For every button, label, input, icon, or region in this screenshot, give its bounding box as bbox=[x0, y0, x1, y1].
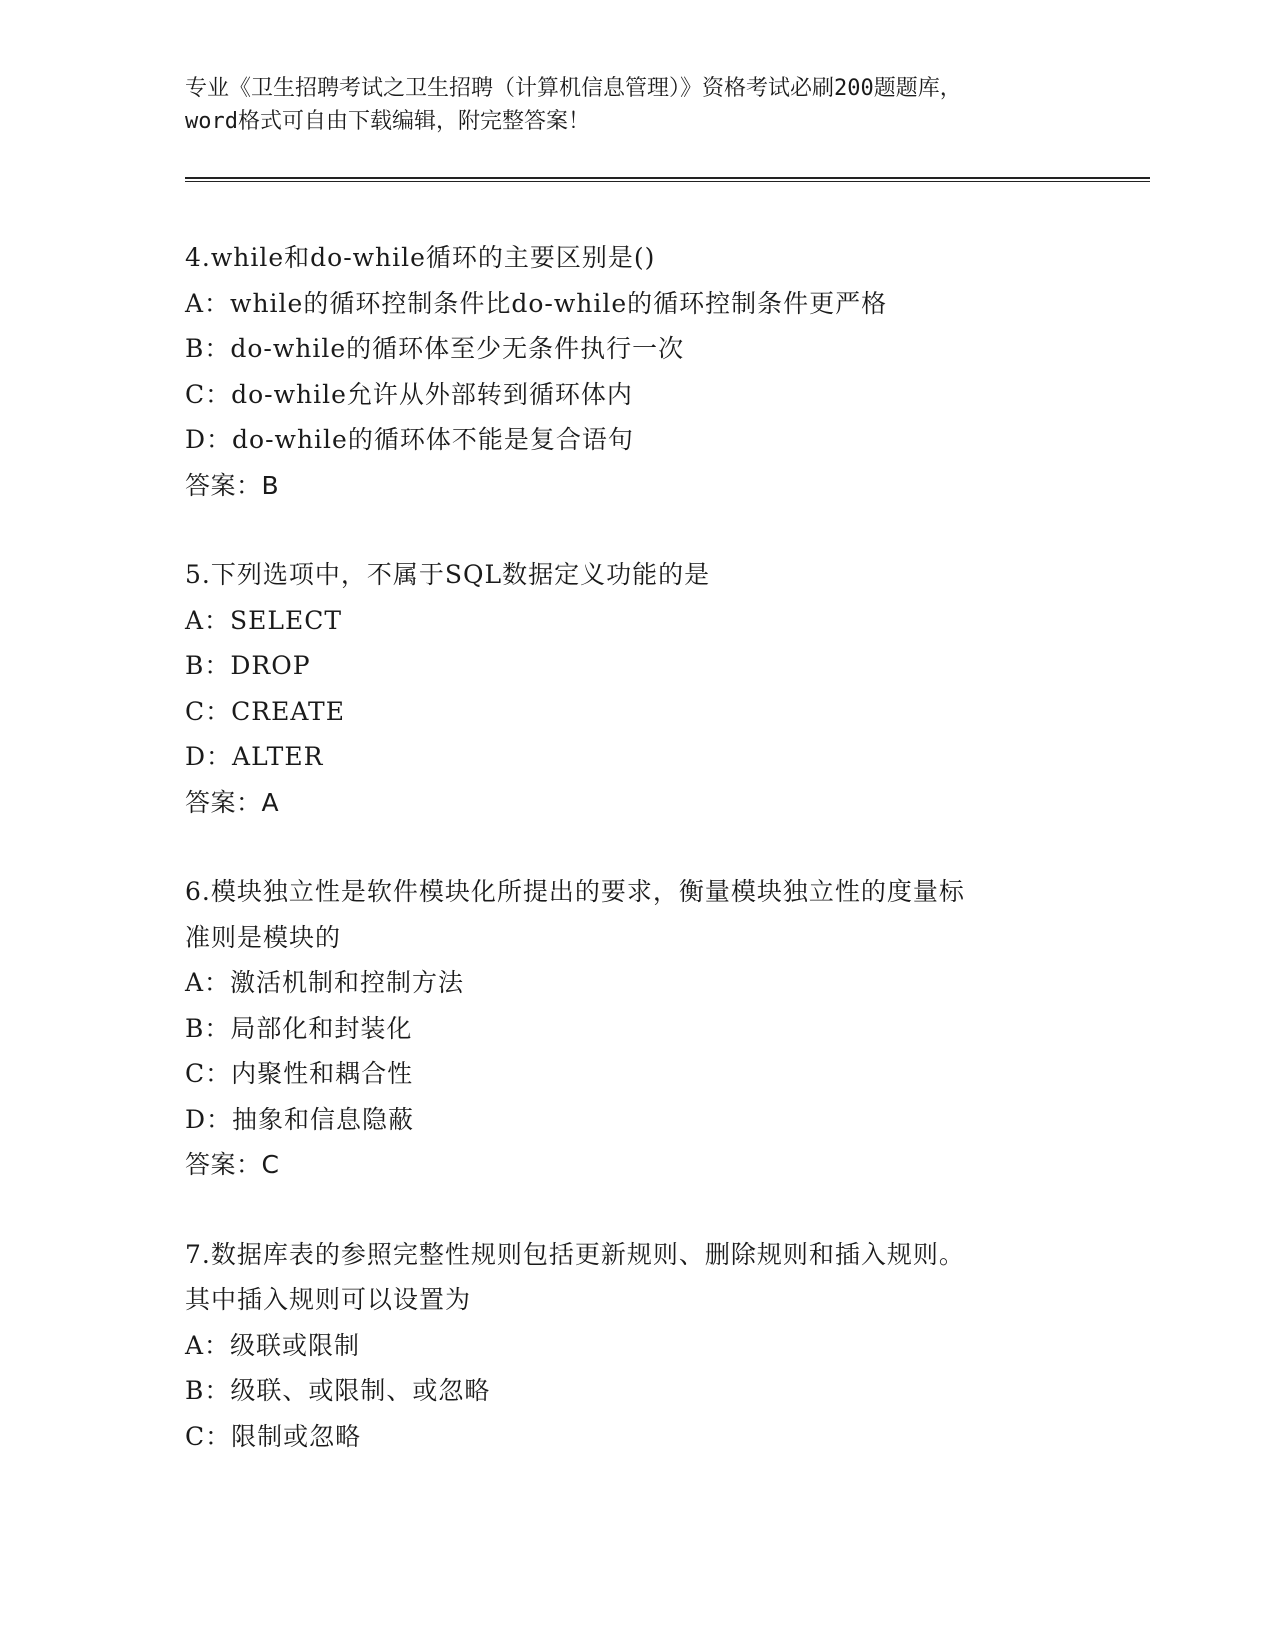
question-stem-continued: 其中插入规则可以设置为 bbox=[185, 1285, 472, 1314]
header-divider-thin bbox=[185, 181, 1150, 182]
answer-text: 答案：A bbox=[185, 787, 280, 817]
header-line-2: word格式可自由下载编辑，附完整答案！ bbox=[185, 109, 590, 134]
option-b: B：级联、或限制、或忽略 bbox=[185, 1376, 491, 1405]
question-6 bbox=[185, 869, 1085, 1188]
question-stem: 6.模块独立性是软件模块化所提出的要求，衡量模块独立性的度量标 bbox=[185, 877, 965, 906]
option-b: B：局部化和封装化 bbox=[185, 1013, 413, 1043]
question-stem: 7.数据库表的参照完整性规则包括更新规则、删除规则和插入规则。 bbox=[185, 1239, 965, 1269]
header-divider bbox=[185, 177, 1150, 179]
option-d: D：抽象和信息隐蔽 bbox=[185, 1104, 415, 1134]
option-c: C：do-while允许从外部转到循环体内 bbox=[185, 379, 633, 409]
question-7 bbox=[185, 1232, 1085, 1460]
option-b: B：do-while的循环体至少无条件执行一次 bbox=[185, 334, 685, 363]
option-a: A：激活机制和控制方法 bbox=[185, 968, 465, 997]
option-a: A：级联或限制 bbox=[185, 1330, 361, 1360]
option-c: C：CREATE bbox=[185, 696, 345, 726]
option-d: D：do-while的循环体不能是复合语句 bbox=[185, 425, 634, 454]
question-stem: 4.while和do-while循环的主要区别是() bbox=[185, 243, 656, 272]
question-list bbox=[185, 235, 1085, 1503]
option-c: C：内聚性和耦合性 bbox=[185, 1059, 414, 1088]
header-line-1: 专业《卫生招聘考试之卫生招聘（计算机信息管理）》资格考试必刷200题题库， bbox=[185, 76, 962, 101]
option-c: C：限制或忽略 bbox=[185, 1421, 362, 1451]
option-d: D：ALTER bbox=[185, 742, 324, 771]
question-4 bbox=[185, 235, 1085, 508]
option-a: A：while的循环控制条件比do-while的循环控制条件更严格 bbox=[185, 288, 888, 318]
answer-text: 答案：C bbox=[185, 1150, 280, 1179]
option-a: A：SELECT bbox=[185, 605, 343, 635]
question-5 bbox=[185, 552, 1085, 825]
document-header bbox=[185, 72, 1085, 138]
answer-text: 答案：B bbox=[185, 470, 280, 500]
question-stem-continued: 准则是模块的 bbox=[185, 922, 342, 952]
question-stem: 5.下列选项中，不属于SQL数据定义功能的是 bbox=[185, 560, 711, 589]
option-b: B：DROP bbox=[185, 651, 311, 680]
